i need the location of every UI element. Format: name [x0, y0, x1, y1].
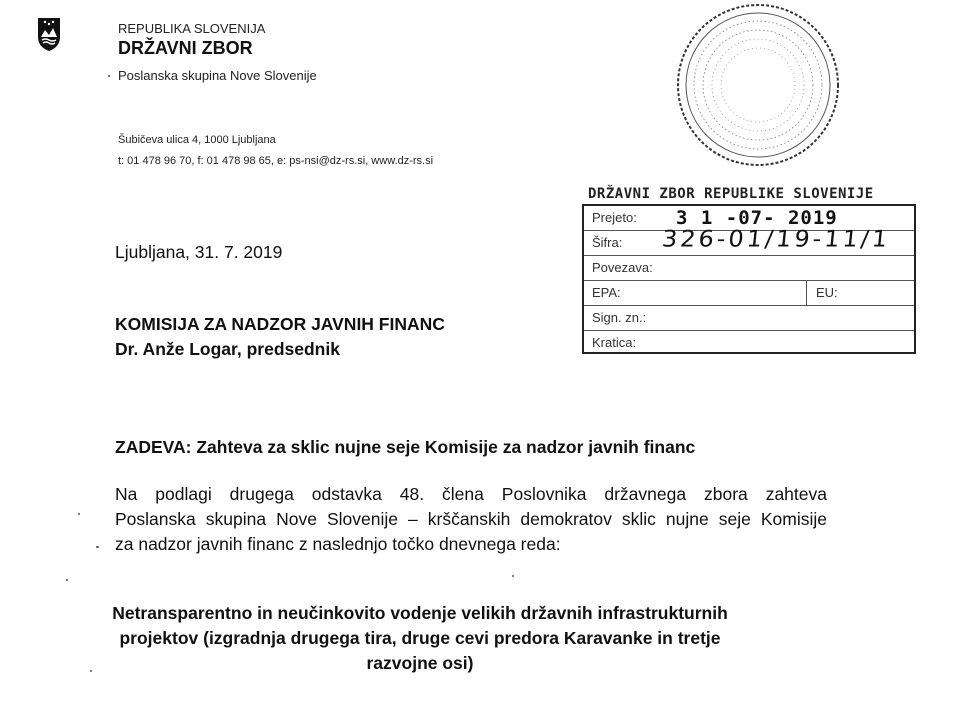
scan-speck — [512, 575, 514, 577]
scan-speck — [78, 513, 80, 515]
coat-of-arms-icon — [36, 15, 62, 53]
subject-line: ZADEVA: Zahteva za sklic nujne seje Komisije za nadzor javnih financ — [115, 437, 696, 457]
circular-seal-stamp — [658, 0, 858, 175]
letterhead-group: Poslanska skupina Nove Slovenije — [118, 68, 317, 83]
stamp-value-received: 3 1 -07- 2019 — [676, 207, 838, 229]
agenda-line-1: Netransparentno in neučinkovito vodenje velikih državnih infrastrukturnih — [112, 603, 728, 623]
stamp-row-abbr — [584, 331, 914, 352]
stamp-row-link — [584, 256, 914, 281]
paragraph-line-1: Na podlagi drugega odstavka 48. člena Poslovnika državnega zbora zahteva — [115, 484, 827, 504]
letterhead-country: REPUBLIKA SLOVENIJA — [118, 21, 266, 36]
agenda-line-2: projektov (izgradnja drugega tira, druge cevi predora Karavanke in tretje — [119, 628, 721, 648]
stamp-value-code: 326-01/19-11/1 — [660, 225, 892, 253]
letterhead-contacts: t: 01 478 96 70, f: 01 478 98 65, e: ps-nsi@dz-rs.si, www.dz-rs.si — [118, 155, 434, 167]
letterhead-address: Šubičeva ulica 4, 1000 Ljubljana — [118, 134, 276, 146]
registration-stamp-title: DRŽAVNI ZBOR REPUBLIKE SLOVENIJE — [588, 186, 874, 202]
stamp-label-code: Šifra: — [592, 235, 623, 250]
scan-speck — [108, 75, 110, 77]
stamp-row-code — [584, 225, 914, 256]
stamp-label-link: Povezava: — [592, 260, 653, 275]
scan-speck — [66, 579, 68, 581]
stamp-row-sign — [584, 306, 914, 331]
place-date: Ljubljana, 31. 7. 2019 — [115, 242, 283, 262]
stamp-row-epa — [584, 281, 914, 306]
letterhead-institution: DRŽAVNI ZBOR — [118, 38, 253, 58]
stamp-label-abbr: Kratica: — [592, 335, 637, 350]
paragraph-line-3: za nadzor javnih financ z naslednjo točko dnevnega reda: — [115, 534, 561, 554]
stamp-divider — [806, 281, 807, 306]
recipient-name: KOMISIJA ZA NADZOR JAVNIH FINANC — [115, 314, 445, 334]
stamp-label-epa: EPA: — [592, 285, 621, 300]
stamp-label-eu: EU: — [816, 285, 838, 300]
scan-speck — [90, 670, 92, 672]
stamp-label-received: Prejeto: — [592, 210, 637, 225]
paragraph-line-2: Poslanska skupina Nove Slovenije – krščanskih demokratov sklic nujne seje Komisije — [115, 509, 827, 529]
scan-speck — [96, 546, 99, 548]
stamp-label-sign: Sign. zn.: — [592, 310, 647, 325]
recipient-title: Dr. Anže Logar, predsednik — [115, 339, 340, 359]
agenda-line-3: razvojne osi) — [366, 653, 474, 673]
registration-stamp — [582, 204, 916, 354]
